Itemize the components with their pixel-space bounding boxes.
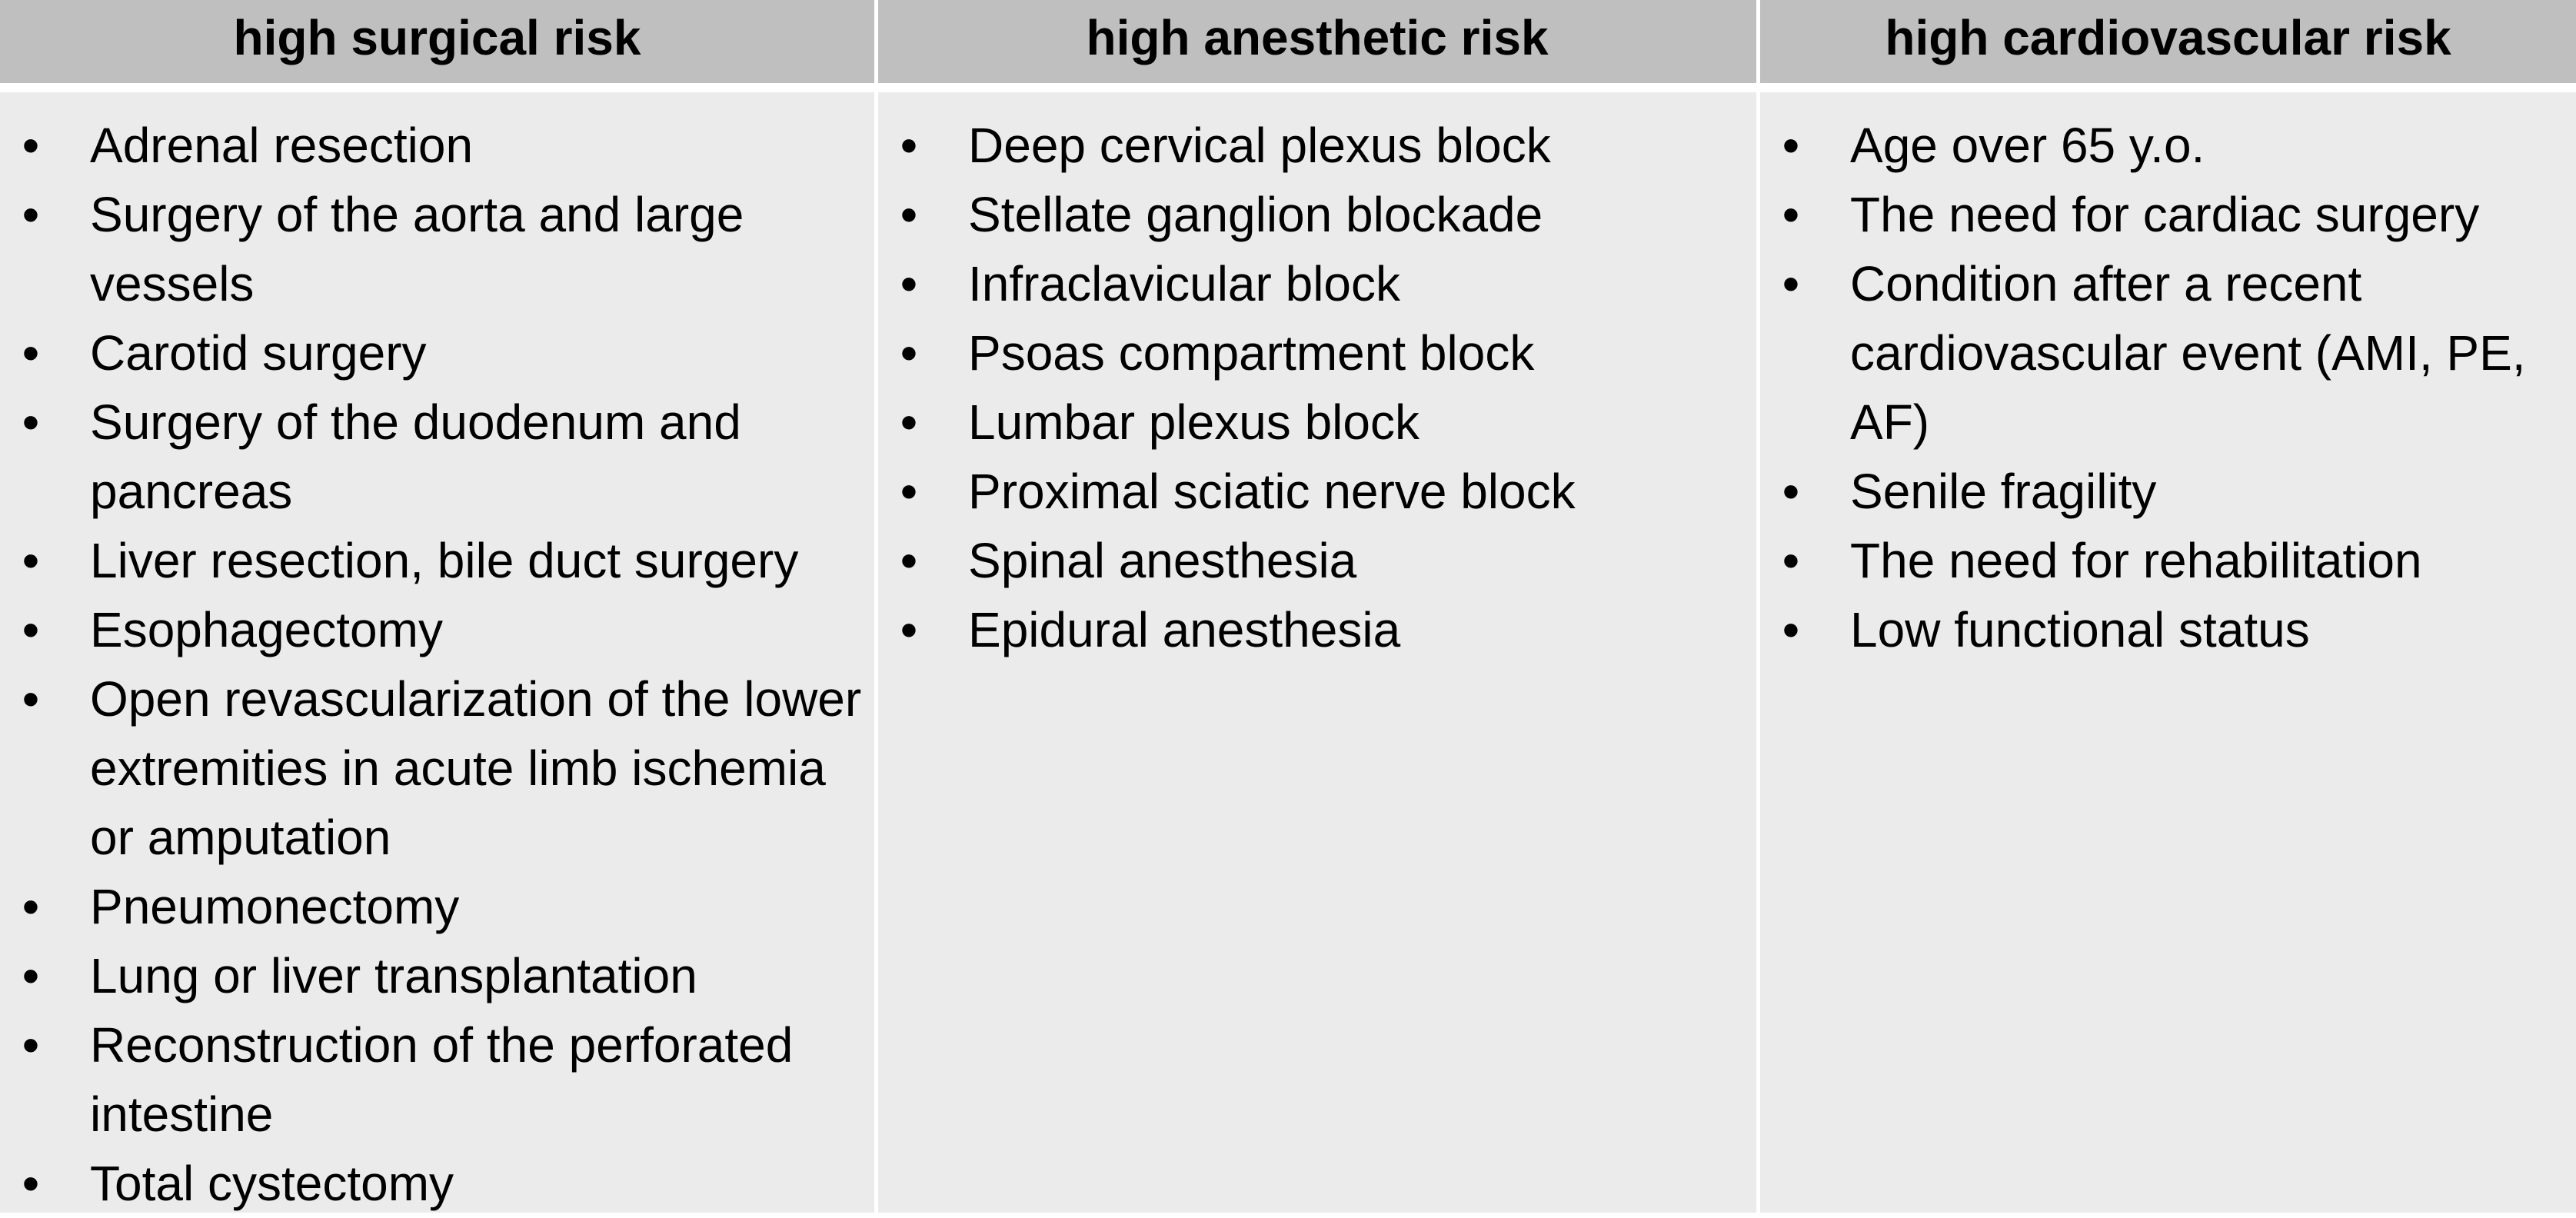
list-item-text: Lung or liver transplantation <box>90 948 697 1003</box>
bullet-icon: • <box>22 879 40 934</box>
bullet-icon: • <box>1782 256 1800 311</box>
bullet-icon: • <box>900 187 918 242</box>
bullet-icon: • <box>22 671 40 727</box>
list-item <box>0 872 874 941</box>
list-item-text: Stellate ganglion blockade <box>968 187 1543 242</box>
list-item-text: Liver resection, bile duct surgery <box>90 533 799 588</box>
bullet-icon: • <box>900 118 918 173</box>
bullet-icon: • <box>1782 602 1800 657</box>
list-item-text: Psoas compartment block <box>968 325 1535 381</box>
surgical-risk-list <box>0 111 874 1218</box>
list-item-text: Low functional status <box>1850 602 2310 657</box>
list-item-text: Open revascularization of the lower extremities in acute limb ischemia or amputation <box>90 671 862 865</box>
list-item <box>0 941 874 1010</box>
bullet-icon: • <box>1782 464 1800 519</box>
list-item <box>878 595 1756 664</box>
list-item <box>0 388 874 526</box>
list-item <box>1760 111 2576 180</box>
list-item-text: Spinal anesthesia <box>968 533 1357 588</box>
list-item-text: Infraclavicular block <box>968 256 1400 311</box>
list-item <box>878 249 1756 318</box>
column-header-label: high surgical risk <box>233 10 641 65</box>
list-item <box>878 526 1756 595</box>
list-item <box>0 318 874 388</box>
list-item-text: Lumbar plexus block <box>968 394 1419 450</box>
list-item-text: Deep cervical plexus block <box>968 118 1551 173</box>
list-item-text: The need for cardiac surgery <box>1850 187 2480 242</box>
bullet-icon: • <box>1782 533 1800 588</box>
list-item-text: Total cystectomy <box>90 1156 454 1211</box>
list-item <box>878 388 1756 457</box>
column-header-cardiovascular <box>1760 0 2576 92</box>
list-item <box>0 180 874 318</box>
bullet-icon: • <box>900 325 918 381</box>
bullet-icon: • <box>22 1156 40 1211</box>
bullet-icon: • <box>900 394 918 450</box>
list-item <box>878 180 1756 249</box>
bullet-icon: • <box>22 1017 40 1073</box>
list-item <box>878 111 1756 180</box>
bullet-icon: • <box>22 187 40 242</box>
bullet-icon: • <box>900 533 918 588</box>
list-item-text: Senile fragility <box>1850 464 2157 519</box>
list-item <box>878 457 1756 526</box>
bullet-icon: • <box>1782 118 1800 173</box>
list-item <box>1760 249 2576 457</box>
list-item-text: Surgery of the duodenum and pancreas <box>90 394 741 519</box>
bullet-icon: • <box>900 464 918 519</box>
list-item <box>0 664 874 872</box>
anesthetic-risk-list <box>878 111 1756 664</box>
list-item-text: Pneumonectomy <box>90 879 460 934</box>
bullet-icon: • <box>1782 187 1800 242</box>
list-item-text: Epidural anesthesia <box>968 602 1401 657</box>
list-item <box>1760 595 2576 664</box>
list-item-text: Surgery of the aorta and large vessels <box>90 187 744 311</box>
bullet-icon: • <box>22 118 40 173</box>
bullet-icon: • <box>22 948 40 1003</box>
list-item-text: Age over 65 y.o. <box>1850 118 2205 173</box>
list-item-text: Esophagectomy <box>90 602 443 657</box>
list-item <box>1760 180 2576 249</box>
column-header-label: high cardiovascular risk <box>1885 10 2451 65</box>
column-body-cardiovascular <box>1760 92 2576 1213</box>
list-item <box>1760 526 2576 595</box>
list-item-text: Carotid surgery <box>90 325 427 381</box>
column-header-anesthetic <box>878 0 1760 92</box>
bullet-icon: • <box>22 602 40 657</box>
cardiovascular-risk-list <box>1760 111 2576 664</box>
list-item-text: Reconstruction of the perforated intestine <box>90 1017 794 1142</box>
bullet-icon: • <box>22 325 40 381</box>
list-item <box>0 526 874 595</box>
column-body-surgical <box>0 92 878 1213</box>
bullet-icon: • <box>900 602 918 657</box>
list-item <box>0 595 874 664</box>
list-item <box>1760 457 2576 526</box>
list-item <box>0 1149 874 1218</box>
bullet-icon: • <box>22 533 40 588</box>
column-body-anesthetic <box>878 92 1760 1213</box>
list-item-text: Adrenal resection <box>90 118 474 173</box>
column-header-surgical <box>0 0 878 92</box>
list-item-text: Condition after a recent cardiovascular event (AMI, PE, AF) <box>1850 256 2526 450</box>
list-item <box>878 318 1756 388</box>
list-item <box>0 111 874 180</box>
bullet-icon: • <box>900 256 918 311</box>
column-header-label: high anesthetic risk <box>1086 10 1549 65</box>
list-item-text: The need for rehabilitation <box>1850 533 2422 588</box>
list-item <box>0 1010 874 1149</box>
list-item-text: Proximal sciatic nerve block <box>968 464 1576 519</box>
bullet-icon: • <box>22 394 40 450</box>
